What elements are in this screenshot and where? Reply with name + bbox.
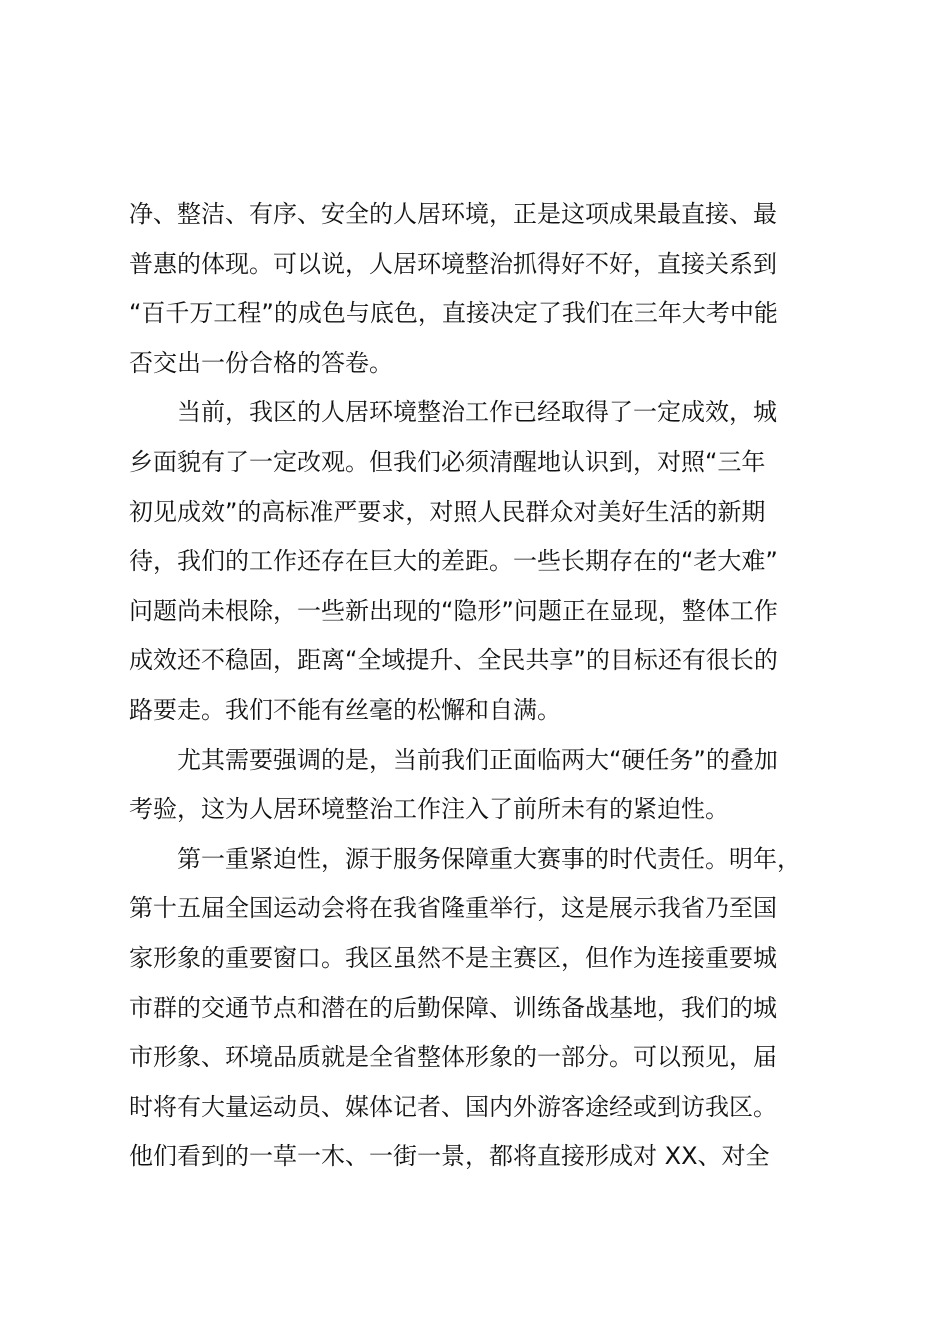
text-line: 否交出一份合格的答卷。	[129, 348, 393, 377]
text-line: 市群的交通节点和潜在的后勤保障、训练备战基地，我们的城	[129, 993, 777, 1022]
paragraph-start-line: 尤其需要强调的是，当前我们正面临两大“硬任务”的叠加	[177, 745, 778, 774]
text-line: 时将有大量运动员、媒体记者、国内外游客途经或到访我区。	[129, 1092, 777, 1121]
paragraph-start-line: 当前，我区的人居环境整治工作已经取得了一定成效，城	[177, 398, 777, 427]
paragraph-start-line: 第一重紧迫性，源于服务保障重大赛事的时代责任。明年，	[177, 844, 801, 873]
text-line: 路要走。我们不能有丝毫的松懈和自满。	[129, 695, 561, 724]
text-line: 市形象、环境品质就是全省整体形象的一部分。可以预见，届	[129, 1043, 777, 1072]
text-line: 他们看到的一草一木、一街一景，都将直接形成对 XX、对全	[129, 1142, 770, 1171]
text-line: 乡面貌有了一定改观。但我们必须清醒地认识到，对照“三年	[129, 447, 766, 476]
text-line: 考验，这为人居环境整治工作注入了前所未有的紧迫性。	[129, 795, 729, 824]
text-line: 待，我们的工作还存在巨大的差距。一些长期存在的“老大难”	[129, 547, 778, 576]
text-line: 问题尚未根除，一些新出现的“隐形”问题正在显现，整体工作	[129, 596, 778, 625]
body-text	[129, 190, 829, 1182]
text-line: 初见成效”的高标准严要求，对照人民群众对美好生活的新期	[129, 497, 766, 526]
text-line: “百千万工程”的成色与底色，直接决定了我们在三年大考中能	[129, 299, 778, 328]
text-line: 普惠的体现。可以说，人居环境整治抓得好不好，直接关系到	[129, 249, 777, 278]
text-line: 成效还不稳固，距离“全域提升、全民共享”的目标还有很长的	[129, 646, 778, 675]
text-line: 第十五届全国运动会将在我省隆重举行，这是展示我省乃至国	[129, 894, 777, 923]
text-line: 家形象的重要窗口。我区虽然不是主赛区，但作为连接重要城	[129, 943, 777, 972]
text-line: 净、整洁、有序、安全的人居环境，正是这项成果最直接、最	[129, 200, 777, 228]
